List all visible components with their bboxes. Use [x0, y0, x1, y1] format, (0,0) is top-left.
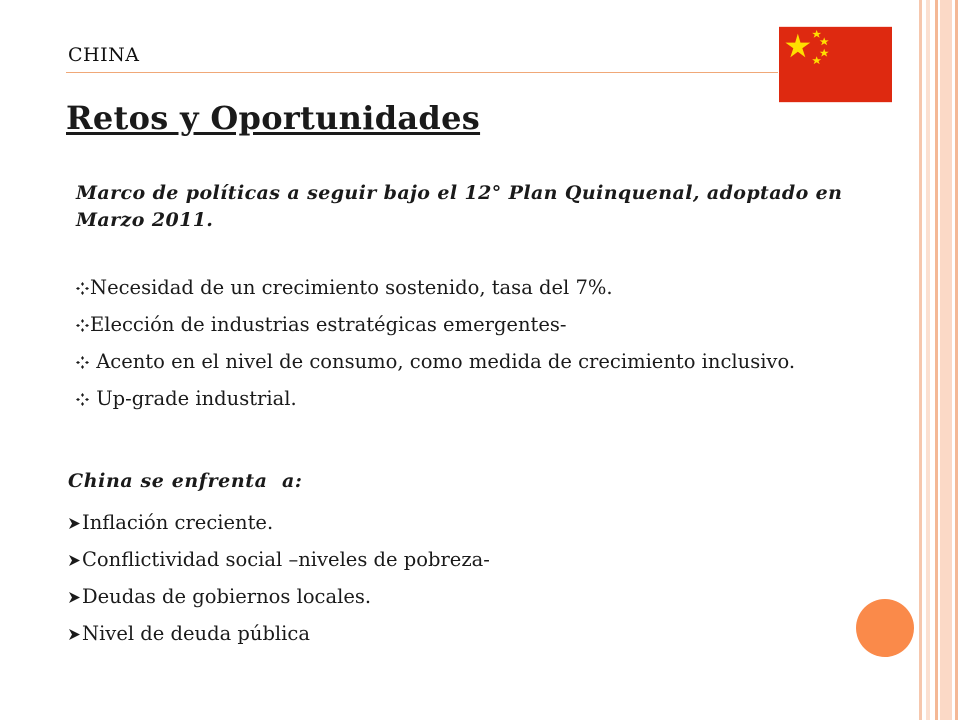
challenges-list [68, 510, 490, 658]
section-label: CHINA [68, 44, 140, 66]
challenge-text: Inflación creciente. [82, 511, 274, 534]
arrow-bullet-icon [68, 517, 81, 530]
policy-text: Necesidad de un crecimiento sostenido, tasa del 7%. [90, 276, 613, 299]
arrow-bullet-icon [68, 554, 81, 567]
list-item [76, 275, 795, 312]
arrow-bullet-icon [68, 628, 81, 641]
list-item [68, 547, 490, 584]
policy-framework-intro: Marco de políticas a seguir bajo el 12° Plan Quinquenal, adoptado en Marzo 2011. [76, 182, 843, 231]
policy-text: Acento en el nivel de consumo, como medida de crecimiento inclusivo. [90, 350, 796, 373]
arrow-bullet-icon [68, 591, 81, 604]
list-item [68, 621, 490, 658]
policy-text: Elección de industrias estratégicas emergentes- [90, 313, 567, 336]
challenge-text: Nivel de deuda pública [82, 622, 310, 645]
list-item [68, 510, 490, 547]
challenge-text: Conflictividad social –niveles de pobreza- [82, 548, 490, 571]
header-divider [66, 72, 778, 73]
decorative-circle [856, 599, 914, 657]
list-item [76, 312, 795, 349]
policy-text: Up-grade industrial. [90, 387, 297, 410]
list-item [68, 584, 490, 621]
diamond-bullet-icon [76, 393, 89, 406]
list-item [76, 349, 795, 386]
diamond-bullet-icon [76, 319, 89, 332]
challenge-text: Deudas de gobiernos locales. [82, 585, 372, 608]
slide-title: Retos y Oportunidades [66, 99, 481, 137]
diamond-bullet-icon [76, 282, 89, 295]
policy-list [76, 275, 795, 423]
diamond-bullet-icon [76, 356, 89, 369]
decorative-stripes [914, 0, 960, 720]
china-flag-icon [779, 26, 892, 103]
challenges-heading: China se enfrenta a: [68, 470, 303, 492]
list-item [76, 386, 795, 423]
